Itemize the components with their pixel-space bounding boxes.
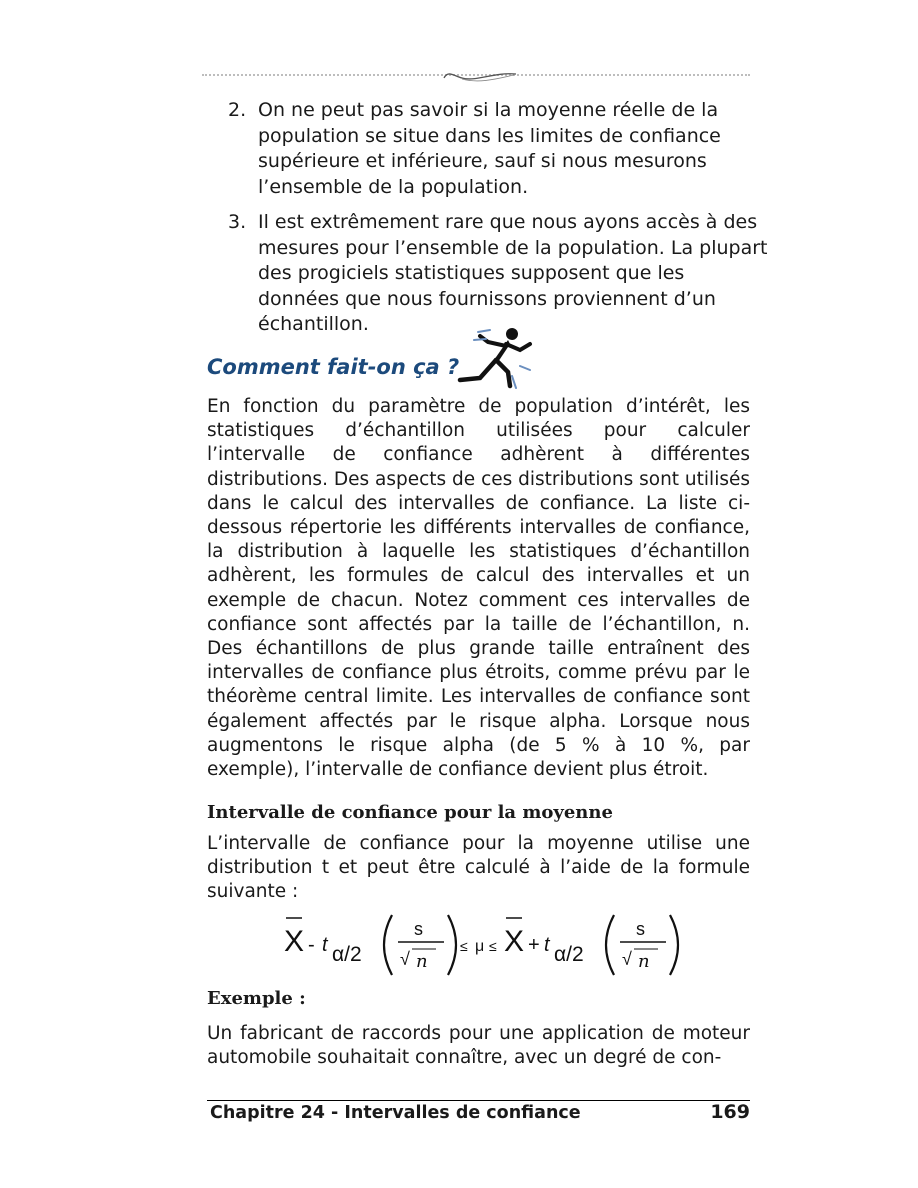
plus-sign: +: [528, 934, 540, 956]
numbered-list: [228, 98, 768, 348]
footer-chapter-title: Chapitre 24 - Intervalles de confiance: [210, 1103, 581, 1123]
subsection-title: Intervalle de confiance pour la moyenne: [207, 802, 613, 823]
xbar-symbol: X: [284, 925, 305, 958]
t-symbol: t: [544, 934, 550, 956]
footer-rule: [207, 1100, 750, 1101]
n-symbol: n: [638, 951, 650, 972]
subsection-paragraph: L’intervalle de confiance pour la moyenne utilise une distribution t et peut être calculé à l’aide de la formule suivante :: [207, 833, 750, 903]
running-man-icon: [450, 322, 540, 392]
radical-sign: √: [622, 949, 632, 969]
list-number: 3.: [228, 211, 247, 233]
alpha-subscript: α/2: [554, 943, 584, 966]
radical-sign: √: [400, 949, 410, 969]
le-sign: ≤: [460, 938, 468, 954]
confidence-interval-formula: [284, 905, 694, 985]
n-symbol: n: [416, 951, 428, 972]
list-text: On ne peut pas savoir si la moyenne réelle de la population se situe dans les limites de confiance supérieure et inférieure, sauf si nous mesurons l’ensemble de la population.: [258, 99, 721, 198]
minus-sign: -: [308, 934, 315, 956]
t-symbol: t: [322, 934, 328, 956]
list-number: 2.: [228, 99, 247, 121]
mu-symbol: μ: [475, 938, 485, 955]
list-item: [228, 98, 768, 200]
xbar-symbol: X: [504, 925, 525, 958]
swash-ornament-icon: [440, 66, 520, 86]
list-text: Il est extrêmement rare que nous ayons accès à des mesures pour l’ensemble de la population. La plupart des progiciels statistiques supposent que les données que nous fournissons proviennent d’un échantillon.: [258, 211, 768, 335]
numerator-s: s: [636, 919, 645, 939]
example-paragraph: Un fabricant de raccords pour une application de moteur automobile souhaitait connaître, avec un degré de con-: [207, 1023, 750, 1069]
section-paragraph: En fonction du paramètre de population d’intérêt, les statistiques d’échantillon utilisées pour calculer l’intervalle de confiance adhèrent à différentes distributions. Des aspects de ces distributions sont utilisés dans le calcul des intervalles de confiance. La liste ci-dessous répertorie les différents intervalles de confiance, la distribution à laquelle les statistiques d’échantillon adhèrent, les formules de calcul des intervalles et un exemple de chacun. Notez comment ces intervalles de confiance sont affectés par la taille de l’échantillon, n. Des échantillons de plus grande taille entraînent des intervalles de confiance plus étroits, comme prévu par le théorème central limite. Les intervalles de confiance sont également affectés par le risque alpha. Lorsque nous augmentons le risque alpha (de 5 % à 10 %, par exemple), l’intervalle de confiance devient plus étroit.: [207, 396, 750, 781]
alpha-subscript: α/2: [332, 943, 362, 966]
page-number: 169: [710, 1101, 750, 1123]
list-item: [228, 210, 768, 338]
le-sign: ≤: [489, 938, 497, 954]
example-label: Exemple :: [207, 988, 306, 1009]
numerator-s: s: [414, 919, 423, 939]
section-title: Comment fait-on ça ?: [207, 355, 460, 379]
